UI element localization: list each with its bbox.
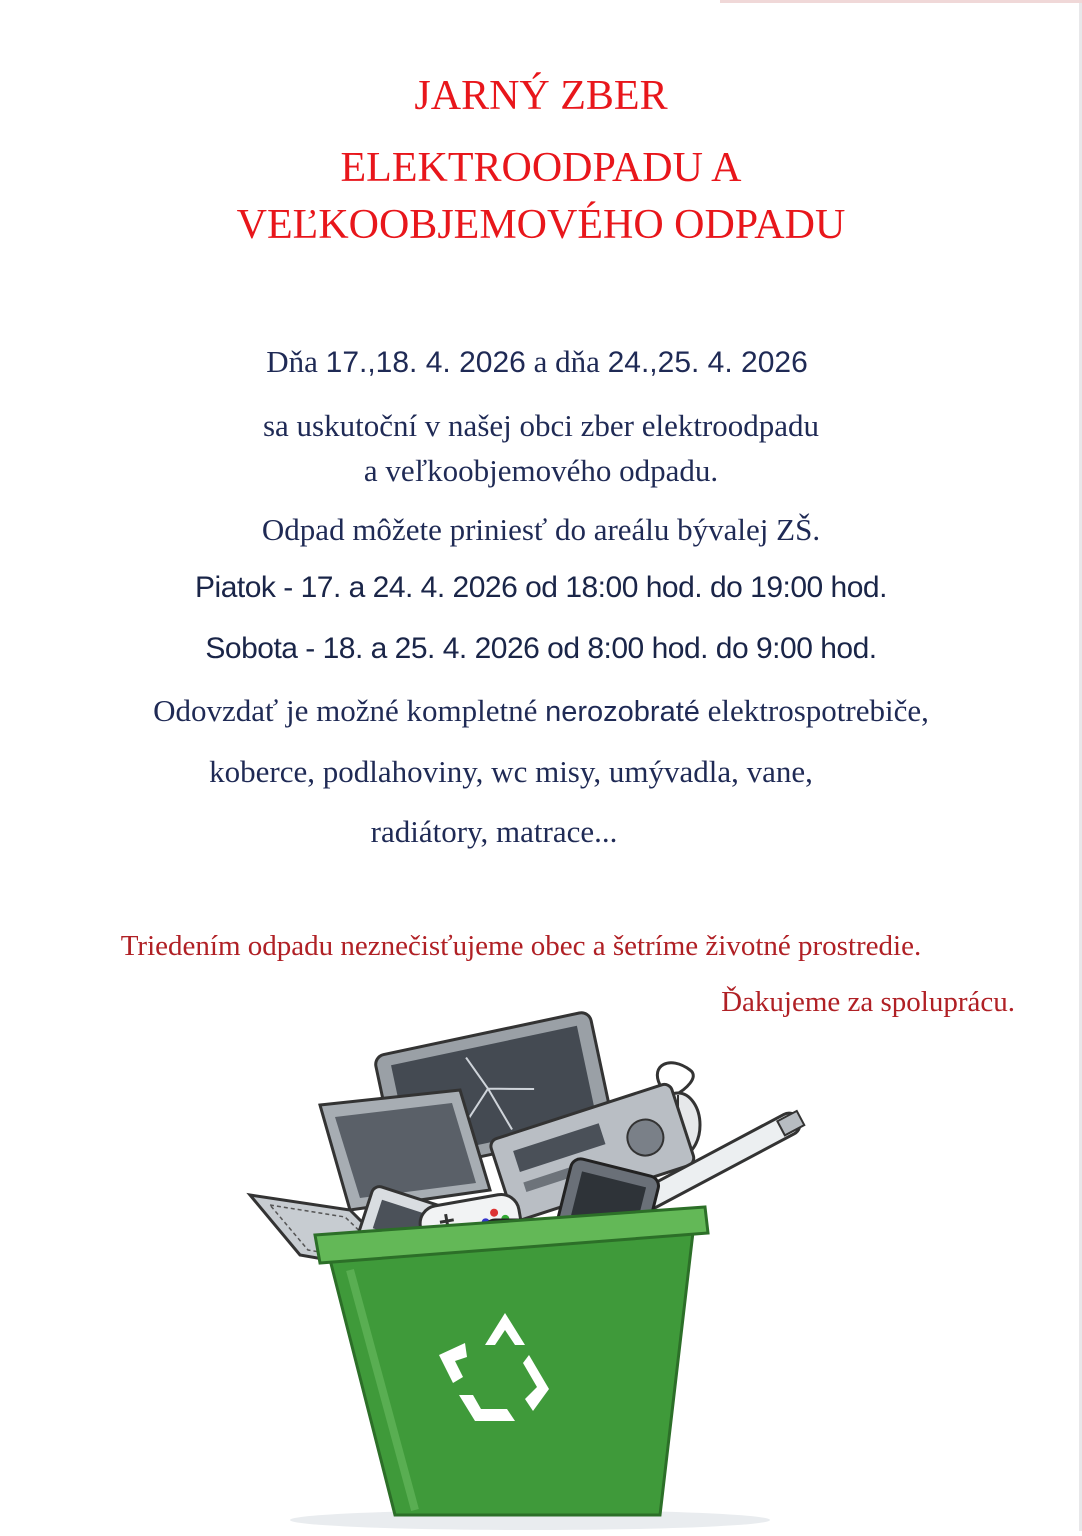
body-line-2: a veľkoobjemového odpadu. (363, 453, 719, 488)
dates-mid: a dňa (525, 344, 608, 379)
top-edge (720, 0, 1082, 3)
dates-line (0, 344, 1078, 380)
items-suffix: elektrospotrebiče, (699, 693, 929, 728)
date-second: 24.,25. 4. 2026 (607, 346, 808, 379)
title-line-1: JARNÝ ZBER (414, 73, 668, 119)
footer-thanks: Ďakujeme za spoluprácu. (721, 986, 1015, 1018)
date-first: 17.,18. 4. 2026 (325, 346, 526, 379)
dates-prefix: Dňa (266, 344, 326, 379)
items-line-3: radiátory, matrace... (370, 814, 618, 849)
items-emphasis: nerozobraté (545, 696, 700, 728)
items-prefix: Odovzdať je možné kompletné (153, 693, 546, 728)
items-line-2: koberce, podlahoviny, wc misy, umývadla, vane, (209, 754, 813, 789)
title-line-3: VEĽKOOBJEMOVÉHO ODPADU (236, 202, 846, 248)
body-line-3: Odpad môžete priniesť do areálu bývalej ZŠ. (261, 512, 821, 547)
body-line-1: sa uskutoční v našej obci zber elektroodpadu (262, 408, 820, 443)
title-line-2: ELEKTROODPADU A (340, 145, 742, 191)
schedule-friday: Piatok - 17. a 24. 4. 2026 od 18:00 hod. do 19:00 hod. (195, 571, 887, 604)
trash-bin-icon (315, 1207, 708, 1515)
recycle-bin-illustration (230, 995, 830, 1531)
items-line-1 (0, 693, 1082, 729)
footer-line-1: Triedením odpadu neznečisťujeme obec a šetríme životné prostredie. (120, 930, 922, 962)
schedule-saturday: Sobota - 18. a 25. 4. 2026 od 8:00 hod. do 9:00 hod. (205, 632, 877, 665)
